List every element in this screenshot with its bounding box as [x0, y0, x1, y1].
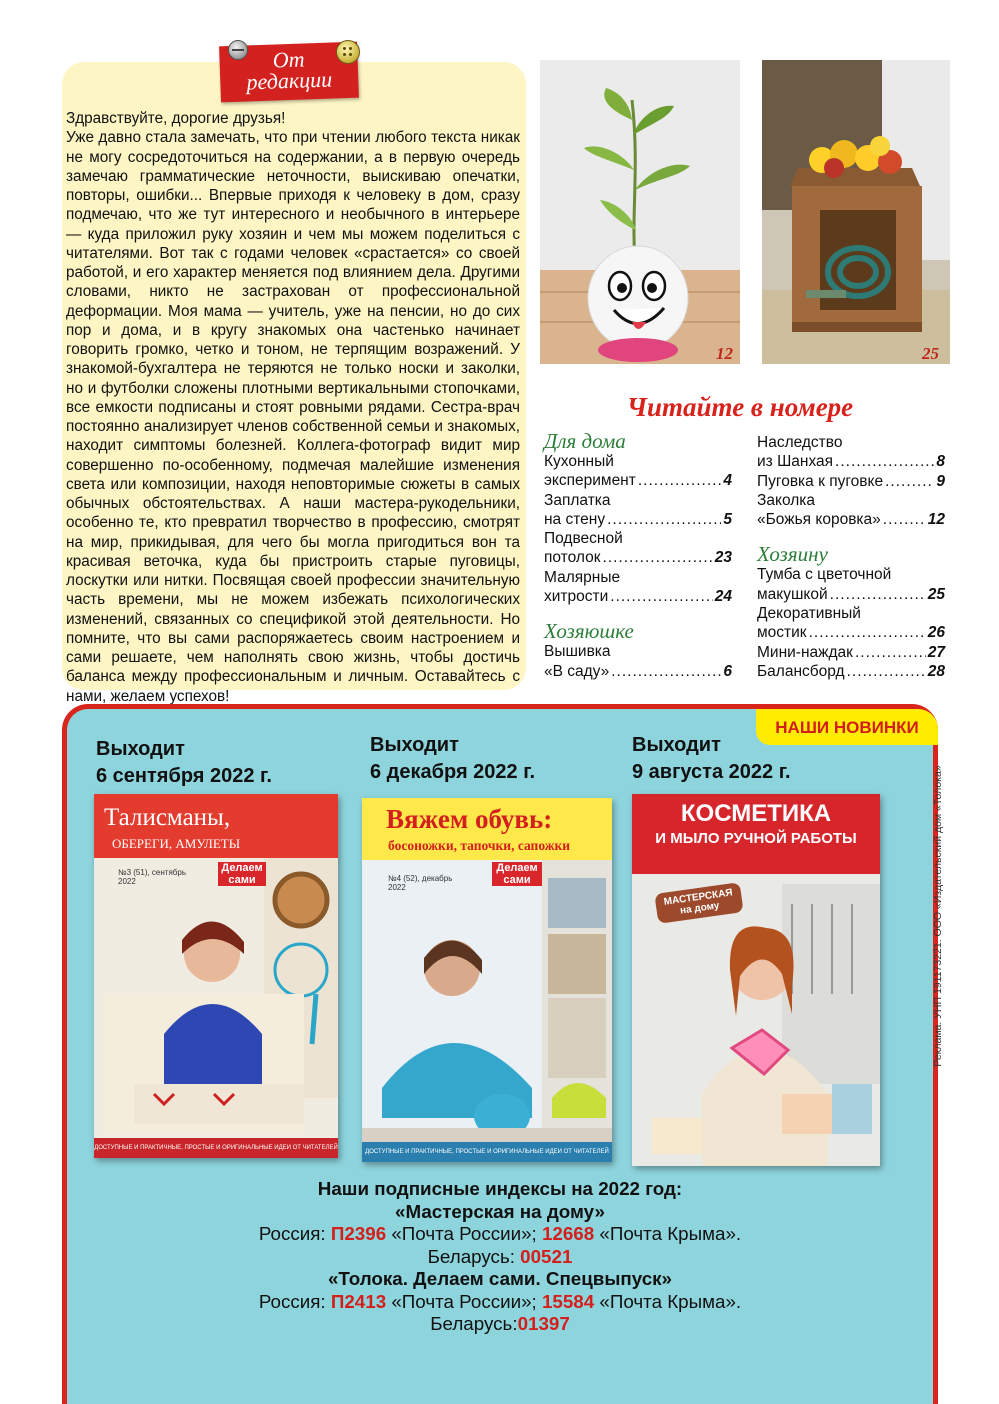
- toc-item-page: 4: [723, 472, 732, 490]
- cover-title-3: КОСМЕТИКА: [680, 800, 832, 827]
- toc-item-line2: на стену: [544, 510, 606, 528]
- advertising-note: [928, 755, 944, 1085]
- issue-date: 6 декабря 2022 г.: [370, 761, 536, 783]
- magazine-cover-1[interactable]: [94, 794, 338, 1158]
- post-service: «Почта Крыма».: [599, 1290, 742, 1312]
- toc-item[interactable]: [544, 568, 732, 607]
- toc-item-line2: Мини-наждак: [757, 643, 853, 661]
- toc-item-line1: Заплатка: [544, 491, 611, 509]
- subscription-magazine-2: «Толока. Делаем сами. Спецвыпуск»: [327, 1268, 672, 1289]
- toc-item-page: 8: [936, 453, 945, 471]
- subscription-magazine-1: «Мастерская на дому»: [395, 1200, 605, 1222]
- cover-number-1: №3 (51), сентябрь 2022: [118, 868, 186, 886]
- subscription-row-belarus-2: [66, 1313, 934, 1336]
- toc-item[interactable]: [757, 662, 945, 681]
- toc-item[interactable]: [544, 529, 732, 568]
- subscription-row-belarus-1: [66, 1246, 934, 1269]
- contents-left-column: [544, 430, 732, 681]
- subscription-index: 00521: [520, 1245, 573, 1267]
- cover-subtitle-1: ОБЕРЕГИ, АМУЛЕТЫ: [112, 836, 241, 851]
- cover-brand-1: Делаем сами: [218, 862, 266, 886]
- photo-page-number-12: 12: [716, 344, 733, 363]
- toc-item[interactable]: [544, 491, 732, 530]
- toc-item-line1: Кухонный: [544, 453, 614, 470]
- cover-title-2: Вяжем обувь:: [386, 804, 553, 834]
- issue-label: Выходит: [96, 738, 185, 760]
- contents-title: Читайте в номере: [626, 392, 854, 422]
- toc-item-line2: макушкой: [757, 585, 828, 603]
- issue-release-1: [96, 736, 272, 790]
- cover-title-1: Талисманы,: [104, 804, 231, 831]
- issue-release-2: [370, 732, 535, 786]
- toc-item-line2: эксперимент: [544, 472, 636, 490]
- cover-footer-1: ДОСТУПНЫЕ И ПРАКТИЧНЫЕ, ПРОСТЫЕ И ОРИГИНАЛЬНЫЕ ИДЕИ ОТ ЧИТАТЕЛЕЙ: [94, 1138, 338, 1158]
- toc-item-line2: «В саду»: [544, 662, 610, 680]
- subscription-index: П2413: [330, 1290, 387, 1312]
- section-heading-master: Хозяину: [757, 542, 828, 567]
- cover-number-2: №4 (52), декабрь 2022: [388, 874, 453, 892]
- cover-subtitle-3: И МЫЛО РУЧНОЙ РАБОТЫ: [655, 830, 857, 847]
- toc-item-line2: мостик: [757, 624, 807, 642]
- toc-item[interactable]: [757, 565, 945, 604]
- section-heading-housewife: Хозяюшке: [544, 619, 634, 644]
- toc-item[interactable]: [544, 642, 732, 681]
- toc-item-page: 6: [723, 662, 732, 680]
- screw-icon: [228, 40, 248, 60]
- toc-item-line1: Наследство: [757, 434, 843, 451]
- magazine-cover-2[interactable]: [362, 798, 612, 1162]
- editorial-greeting: Здравствуйте, дорогие друзья!: [66, 110, 286, 127]
- magazine-cover-3[interactable]: [632, 794, 880, 1166]
- editorial-tab-line1: От: [272, 46, 305, 73]
- issue-label: Выходит: [370, 734, 459, 756]
- new-releases-badge: НАШИ НОВИНКИ: [756, 709, 938, 745]
- subscription-index: 12668: [541, 1223, 595, 1244]
- toc-item[interactable]: [544, 452, 732, 491]
- toc-item[interactable]: [757, 643, 945, 662]
- country-label: Беларусь:: [427, 1245, 515, 1267]
- toc-item-page: 27: [927, 643, 945, 661]
- subscription-index: П2396: [330, 1223, 387, 1244]
- toc-item-line1: Декоративный: [757, 605, 861, 623]
- toc-item-line2: потолок: [544, 549, 601, 567]
- toc-item-page: 12: [927, 511, 945, 529]
- toc-item[interactable]: [757, 472, 945, 491]
- issue-label: Выходит: [632, 734, 721, 756]
- editorial-body: Уже давно стала замечать, что при чтении любого текста никак не могу сосредоточиться на содержании, а в первую очередь замечаю грамматические неточности, выискиваю опечатки, повторы, ошибки... Впервые приходя к человеку в дом, сразу подмечаю, что же тут интересного и необычного в интерьере — куда приложил руку хозяин и чем мы можем поделиться с читателями. Вот так с годами человек «срастается» со своей работой, и его характер меняется под влиянием дела. Другими словами, никто не застрахован от профессиональной деформации. Моя мама — учитель, уже на пенсии, но до сих пор и дома, и в кругу знакомых она частенько начинает говорить громко, четко и тоном, не терпящим возражений. У знакомой-бухгалтера не теряются не только носки и заколки, но и футболки сложены плотными вертикальными стопочками, все емкости подписаны и стоят ровными рядами. Сестра-врач постоянно анализирует членов собственной семьи и знакомых, находит симптомы болезней. Коллега-фотограф видит мир совершенно по-особенному, подмечая малейшие изменения света или композиции, находя неповторимые сюжеты в самых обычных обстоятельствах. А наши мастера-рукодельники, особенно те, кто превратил творчество в профессию, смотрят на мир, прикидывая, для чего бы могла пригодиться вон та красивая веточка, куда бы пристроить старые пуговицы, лоскутки или нитки. Посвящая своей профессии значительную часть времени, мы не можем избежать психологических изменений, связанных со спецификой этой деятельности. Но помните, что вы сами распоряжаетесь своим настроением и сами решаете, чем наполнять свою жизнь, чтобы достичь баланса между профессиональным и личным. Оставайтесь с нами, желаем успехов!: [66, 129, 520, 705]
- subscription-row-russia-2: [66, 1291, 934, 1314]
- issue-release-3: [632, 732, 791, 786]
- seedling-photo: [540, 60, 740, 364]
- sewing-button-icon: [336, 40, 360, 64]
- issue-date: 6 сентября 2022 г.: [96, 765, 272, 787]
- cover-brand-3: МАСТЕРСКАЯ на дому: [654, 882, 743, 924]
- toc-item-page: 28: [927, 662, 945, 680]
- subscription-row-russia-1: [66, 1223, 934, 1246]
- country-label: Россия:: [258, 1223, 326, 1244]
- toc-item-line1: Малярные: [544, 568, 621, 586]
- post-service: «Почта России»;: [391, 1290, 537, 1312]
- country-label: Россия:: [258, 1290, 326, 1312]
- cover-footer-2: ДОСТУПНЫЕ И ПРАКТИЧНЫЕ, ПРОСТЫЕ И ОРИГИНАЛЬНЫЕ ИДЕИ ОТ ЧИТАТЕЛЕЙ: [362, 1142, 612, 1162]
- toc-item-page: 25: [927, 585, 945, 603]
- subscription-info: [66, 1178, 934, 1336]
- country-label: Беларусь:: [430, 1313, 518, 1334]
- toc-item-line1: Вышивка: [544, 643, 611, 661]
- toc-item-line2: Пуговка к пуговке: [757, 472, 884, 490]
- toc-item-page: 26: [927, 624, 945, 642]
- toc-item-line1: Подвесной: [544, 530, 623, 548]
- post-service: «Почта Крыма».: [599, 1223, 742, 1244]
- planter-photo: [762, 60, 950, 364]
- toc-item-line1: Заколка: [757, 491, 816, 509]
- toc-item[interactable]: [757, 433, 945, 472]
- editorial-tab-line2: редакции: [246, 66, 333, 95]
- cover-brand-2: Делаем сами: [492, 862, 542, 886]
- section-heading-home: Для дома: [544, 429, 626, 453]
- issue-date: 9 августа 2022 г.: [632, 761, 791, 783]
- toc-item[interactable]: [757, 491, 945, 530]
- advertising-note-text: Реклама. УНП 191173221. ООО «Издательский дом «Толока»: [932, 765, 944, 1067]
- toc-item-line2: из Шанхая: [757, 453, 834, 471]
- toc-item-page: 5: [723, 510, 732, 528]
- toc-item-line2: Балансборд: [757, 662, 845, 680]
- contents-right-column: [757, 433, 945, 681]
- subscription-index: 15584: [541, 1290, 595, 1312]
- toc-item[interactable]: [757, 604, 945, 643]
- toc-item-page: 23: [714, 549, 732, 567]
- toc-item-line2: хитрости: [544, 588, 609, 606]
- toc-item-page: 9: [936, 472, 945, 490]
- subscription-index: 01397: [517, 1313, 570, 1334]
- cover-subtitle-2: босоножки, тапочки, сапожки: [388, 838, 571, 853]
- toc-item-line2: «Божья коровка»: [757, 511, 881, 529]
- editorial-text: [66, 109, 520, 706]
- toc-item-line1: Тумба с цветочной: [757, 566, 892, 584]
- photo-page-number-25: 25: [922, 344, 939, 363]
- post-service: «Почта России»;: [391, 1223, 537, 1244]
- subscription-heading: Наши подписные индексы на 2022 год:: [317, 1178, 683, 1199]
- toc-item-page: 24: [714, 588, 732, 606]
